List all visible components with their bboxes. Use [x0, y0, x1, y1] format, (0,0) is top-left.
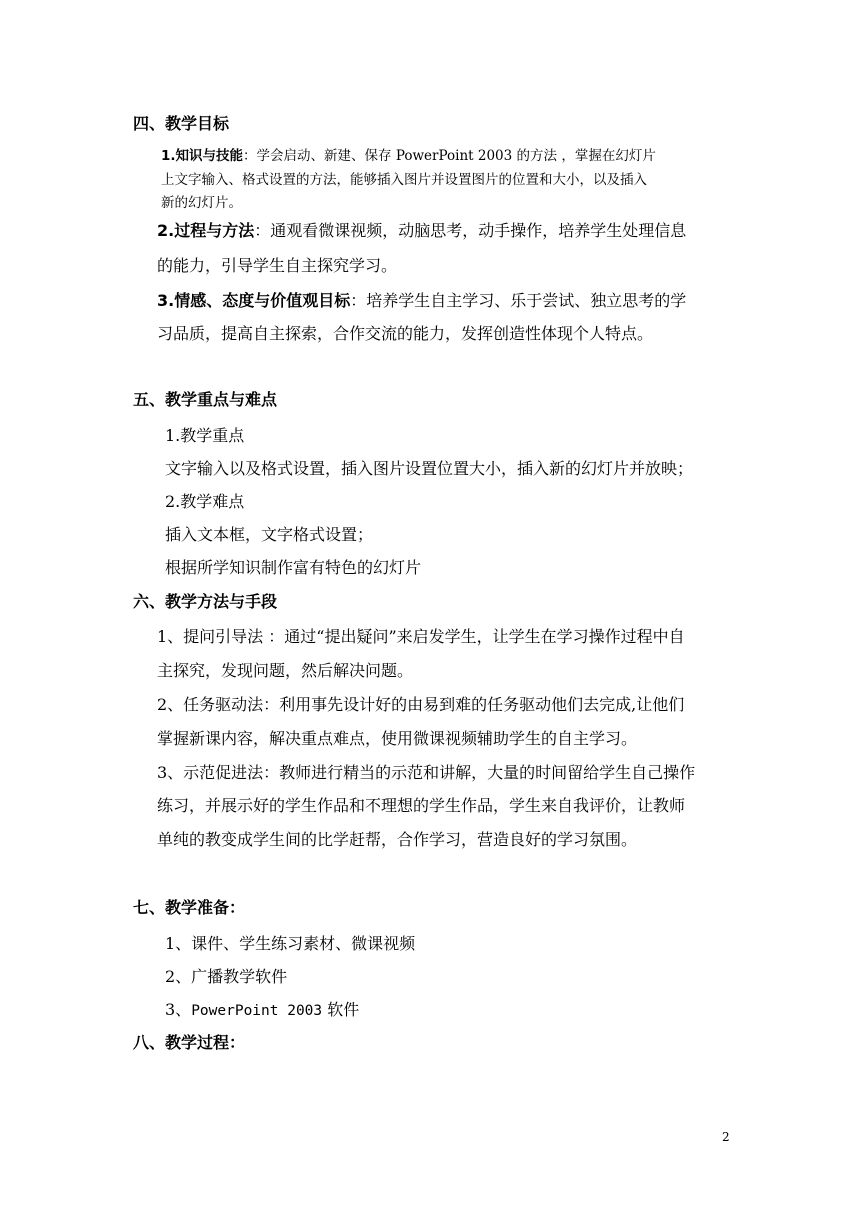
goal-knowledge-text: ：学会启动、新建、保存 PowerPoint 2003 的方法 ，掌握在幻灯片 — [243, 148, 656, 164]
difficulty-line2: 根据所学知识制作富有特色的幻灯片 — [165, 558, 422, 577]
method2-line1: 2、任务驱动法：利用事先设计好的由易到难的任务驱动他们去完成,让他们 — [157, 695, 685, 714]
section-heading-methods: 六、教学方法与手段 — [133, 592, 278, 611]
goal-process-text: ：通观看微课视频，动脑思考，动手操作，培养学生处理信息 — [254, 221, 687, 240]
method3-line3: 单纯的教变成学生间的比学赶帮，合作学习，营造良好的学习氛围。 — [157, 830, 638, 849]
goal-knowledge-line1 — [161, 144, 656, 164]
page-number: 2 — [722, 1130, 730, 1144]
prep-item-2: 2、广播教学软件 — [165, 967, 288, 986]
keypoint-title: 1.教学重点 — [165, 426, 245, 445]
section-heading-keypoints: 五、教学重点与难点 — [133, 390, 278, 409]
goal-attitude-line1 — [157, 288, 686, 311]
goal-attitude-label: 3.情感、态度与价值观目标 — [157, 291, 351, 310]
prep-item-3-software: PowerPoint 2003 — [191, 1003, 323, 1019]
goal-process-line2: 的能力，引导学生自主探究学习。 — [157, 256, 398, 275]
goal-knowledge-line2: 上文字输入、格式设置的方法，能够插入图片并设置图片的位置和大小，以及插入 — [161, 172, 647, 188]
section-heading-preparation: 七、教学准备： — [133, 898, 246, 917]
goal-knowledge-label: 1.知识与技能 — [161, 148, 244, 164]
section-heading-process: 八、教学过程： — [133, 1033, 246, 1052]
difficulty-line1: 插入文本框，文字格式设置； — [165, 525, 374, 544]
goal-attitude-text: ：培养学生自主学习、乐于尝试、独立思考的学 — [350, 291, 687, 310]
method3-line1: 3、示范促进法：教师进行精当的示范和讲解，大量的时间留给学生自己操作 — [157, 763, 696, 782]
method1-line1: 1、提问引导法 ：通过“提出疑问”来启发学生，让学生在学习操作过程中自 — [157, 627, 685, 646]
keypoint-text: 文字输入以及格式设置，插入图片设置位置大小，插入新的幻灯片并放映； — [165, 459, 694, 478]
section-heading-goals: 四、教学目标 — [133, 114, 230, 133]
prep-item-3-prefix: 3、 — [165, 1000, 192, 1019]
goal-process-line1 — [157, 218, 686, 241]
goal-attitude-line2: 习品质，提高自主探索，合作交流的能力，发挥创造性体现个人特点。 — [157, 324, 654, 343]
method2-line2: 掌握新课内容，解决重点难点，使用微课视频辅助学生的自主学习。 — [157, 729, 638, 748]
prep-item-1: 1、课件、学生练习素材、微课视频 — [165, 934, 416, 953]
prep-item-3-suffix: 软件 — [322, 1000, 360, 1019]
goal-process-label: 2.过程与方法 — [157, 221, 255, 240]
difficulty-title: 2.教学难点 — [165, 492, 245, 511]
method1-line2: 主探究，发现问题，然后解决问题。 — [157, 661, 414, 680]
method3-line2: 练习，并展示好的学生作品和不理想的学生作品，学生来自我评价，让教师 — [157, 796, 686, 815]
goal-knowledge-line3: 新的幻灯片。 — [161, 195, 242, 211]
prep-item-3 — [165, 997, 359, 1020]
